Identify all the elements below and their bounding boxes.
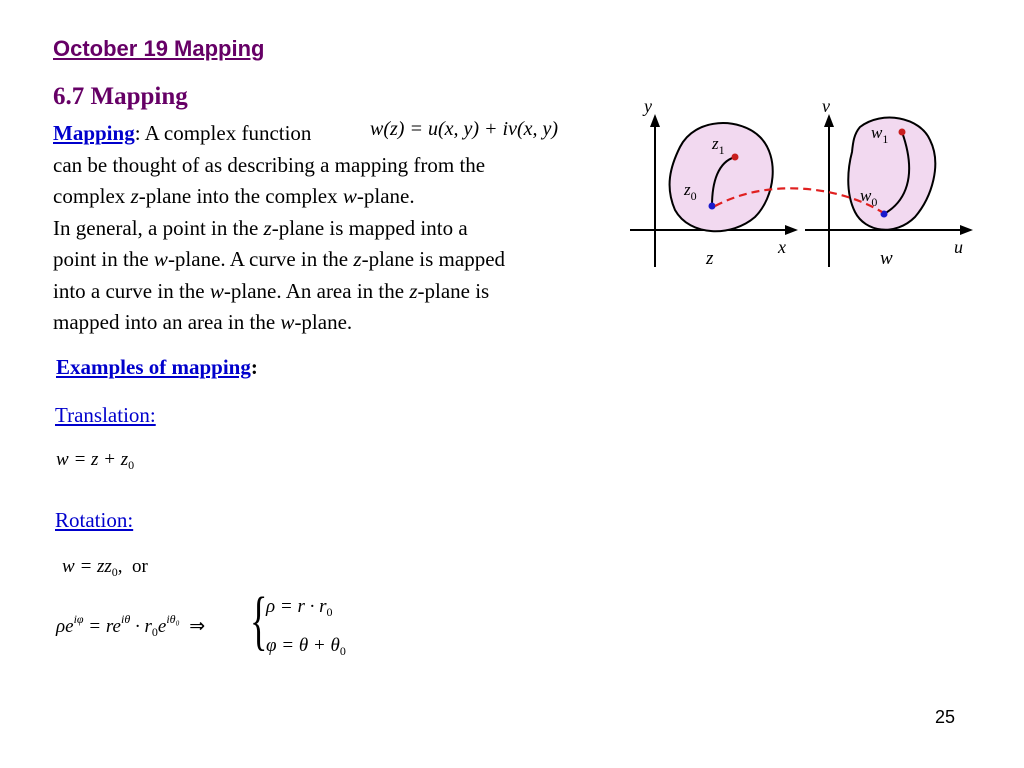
mapping-diagram [620, 92, 980, 282]
var-z: z [263, 215, 272, 240]
intro-line-2: can be thought of as describing a mapping from the [53, 152, 486, 177]
examples-colon: : [250, 355, 258, 379]
var-z: z [353, 247, 362, 271]
rotation-link[interactable]: Rotation: [55, 508, 134, 532]
eq-sub: 0 [111, 565, 118, 579]
eq-mid: = re [83, 616, 121, 637]
eq-tail: , [117, 556, 123, 577]
z-plane-label: z [706, 248, 714, 269]
z-region [670, 123, 773, 231]
intro-line-3 [53, 181, 613, 213]
w1-point [899, 129, 906, 136]
text-fragment: -plane. [294, 310, 353, 334]
eq-text: = zz [74, 556, 112, 577]
text-fragment: -plane is mapped [361, 247, 506, 271]
var-w: w [280, 310, 295, 334]
u-axis-label: u [954, 237, 963, 257]
eq-lhs-sup: iφ [73, 612, 84, 626]
slide-header: October 19 Mapping [53, 36, 265, 61]
z1-var: z [712, 134, 719, 153]
text-fragment: -plane. [356, 184, 415, 208]
translation-link[interactable]: Translation: [55, 403, 156, 427]
eq-r0-sub: 0 [151, 625, 158, 639]
eq-dot: · r [130, 616, 152, 637]
eq-sub: 0 [128, 458, 135, 472]
text-fragment: -plane is [417, 278, 490, 303]
text-fragment: In general, a point in the [53, 215, 264, 240]
case-1-sub: 0 [326, 605, 333, 619]
x-axis-label: x [778, 237, 786, 257]
cases-brace: { [250, 584, 268, 657]
examples-heading [56, 355, 258, 380]
intro-line-4 [53, 213, 613, 245]
z0-point [709, 203, 716, 210]
case-2-sub: 0 [339, 644, 346, 658]
var-z: z [409, 278, 418, 303]
v-axis-label: v [822, 96, 830, 116]
intro-line-7 [53, 307, 613, 339]
y-axis-label: y [644, 96, 652, 116]
eq-or: or [132, 556, 148, 577]
w0-sub: 0 [871, 195, 878, 209]
w0-var: w [860, 186, 872, 205]
eq-text: = z + z [68, 449, 129, 470]
z1-sub: 1 [718, 143, 725, 157]
w-plane-label: w [880, 248, 893, 269]
text-fragment: -plane into the complex [138, 184, 343, 208]
w-plane-u-arrowhead [960, 225, 973, 235]
page-number: 25 [935, 707, 956, 727]
text-fragment: -plane is mapped into a [271, 215, 468, 240]
eq-var: w [56, 449, 69, 470]
w-region [848, 118, 935, 230]
w1-sub: 1 [882, 132, 889, 146]
eq-e: e [157, 616, 167, 637]
text-fragment: complex [53, 184, 131, 208]
intro-line-6 [53, 276, 613, 308]
eq-mid-sup: iθ [121, 612, 131, 626]
case-2 [266, 635, 346, 659]
eq-e-sup: iθ₀ [166, 612, 180, 626]
text-fragment: -plane. A curve in the [167, 247, 354, 271]
z0-sub: 0 [690, 189, 697, 203]
text-fragment: into a curve in the [53, 278, 210, 303]
eq-var: w [62, 556, 75, 577]
intro-line-5 [53, 244, 613, 276]
implies-symbol: ⇒ [189, 616, 206, 637]
intro-text-1: : A complex function [134, 121, 312, 145]
eq-lhs: ρe [56, 616, 74, 637]
case-2-text: φ = θ + θ [266, 635, 340, 656]
case-1-text: ρ = r · r [266, 596, 327, 617]
z-plane-x-arrowhead [785, 225, 798, 235]
text-fragment: mapped into an area in the [53, 310, 281, 334]
w1-var: w [871, 123, 883, 142]
examples-link[interactable]: Examples of mapping [56, 355, 251, 379]
intro-paragraph [53, 118, 613, 339]
rotation-equation-2 [56, 612, 205, 640]
z1-point [732, 154, 739, 161]
mapping-formula: w(z) = u(x, y) + iv(x, y) [370, 118, 559, 140]
var-w: w [342, 184, 357, 208]
mapping-term: Mapping [53, 121, 135, 145]
z0-var: z [684, 180, 691, 199]
var-w: w [209, 278, 224, 303]
section-title: 6.7 Mapping [53, 83, 188, 110]
var-w: w [153, 247, 168, 271]
case-1 [266, 596, 332, 620]
rotation-equation-1 [62, 556, 148, 580]
translation-equation [56, 449, 134, 473]
var-z: z [130, 184, 139, 208]
text-fragment: -plane. An area in the [223, 278, 410, 303]
text-fragment: point in the [53, 247, 154, 271]
